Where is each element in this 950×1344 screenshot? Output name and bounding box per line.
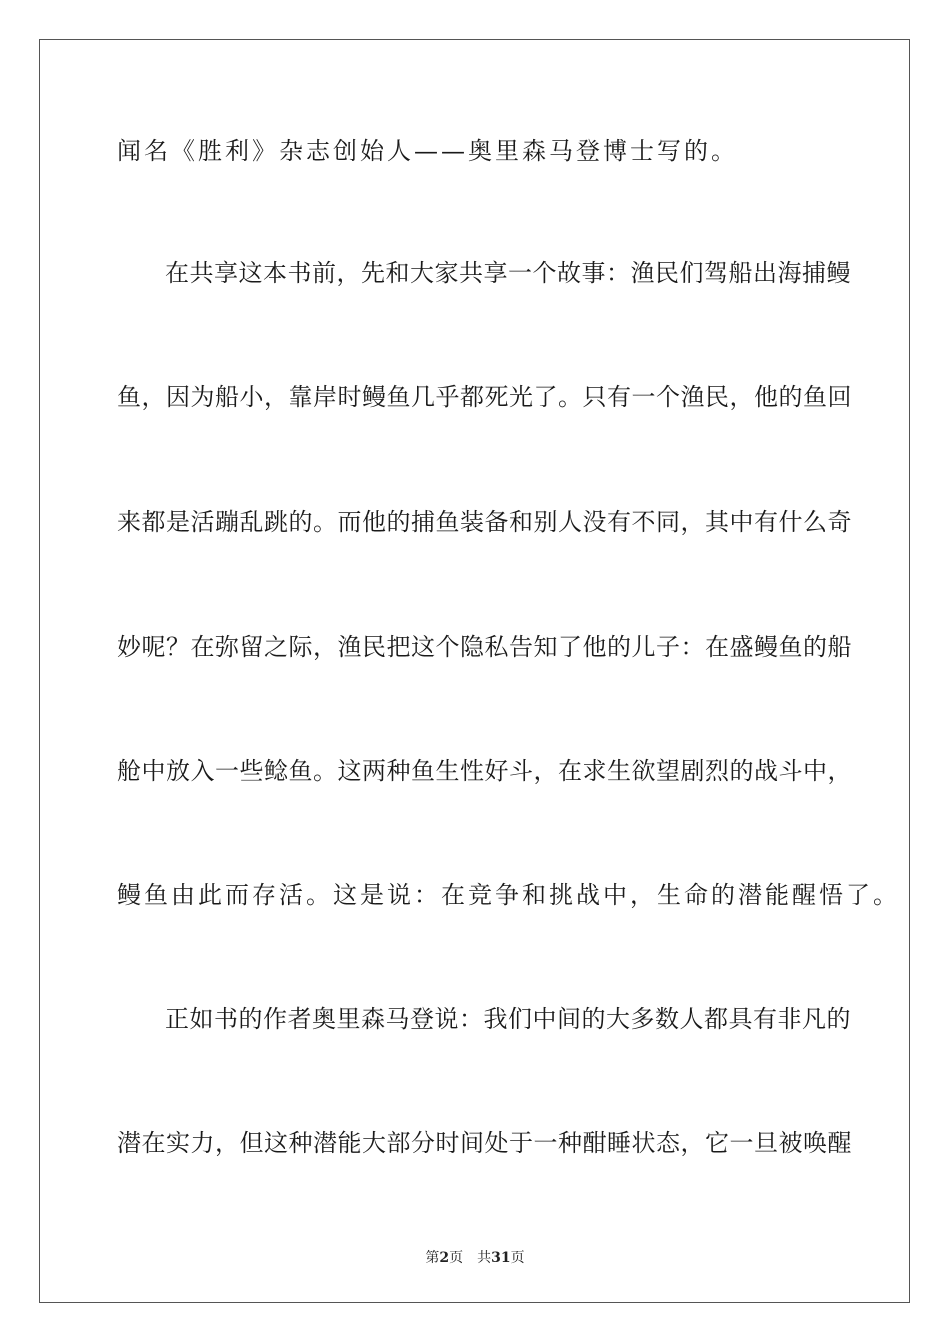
text-line: 舱中放入一些鲶鱼。这两种鱼生性好斗，在求生欲望剧烈的战斗中， xyxy=(117,757,852,785)
text-line: 鱼，因为船小，靠岸时鳗鱼几乎都死光了。只有一个渔民，他的鱼回 xyxy=(117,383,852,411)
text-line: 来都是活蹦乱跳的。而他的捕鱼装备和别人没有不同，其中有什么奇 xyxy=(117,508,852,536)
page-number: 2 xyxy=(439,1250,450,1266)
page-prefix: 第 xyxy=(425,1250,440,1266)
page-footer xyxy=(0,1248,950,1268)
text-line: 潜在实力，但这种潜能大部分时间处于一种酣睡状态，它一旦被唤醒 xyxy=(117,1129,852,1157)
text-line: 在共享这本书前，先和大家共享一个故事：渔民们驾船出海捕鳗 xyxy=(165,259,851,287)
text-line: 正如书的作者奥里森马登说：我们中间的大多数人都具有非凡的 xyxy=(165,1005,851,1033)
text-line: 闻名《胜利》杂志创始人——奥里森马登博士写的。 xyxy=(117,137,738,165)
text-line: 妙呢？在弥留之际，渔民把这个隐私告知了他的儿子：在盛鳗鱼的船 xyxy=(117,633,852,661)
page-suffix: 页 xyxy=(449,1250,464,1266)
text-line: 鳗鱼由此而存活。这是说：在竞争和挑战中，生命的潜能醒悟了。 xyxy=(117,881,900,909)
total-suffix: 页 xyxy=(510,1250,525,1266)
total-prefix: 共 xyxy=(477,1250,492,1266)
page-border xyxy=(39,39,910,1303)
total-pages: 31 xyxy=(491,1250,511,1266)
